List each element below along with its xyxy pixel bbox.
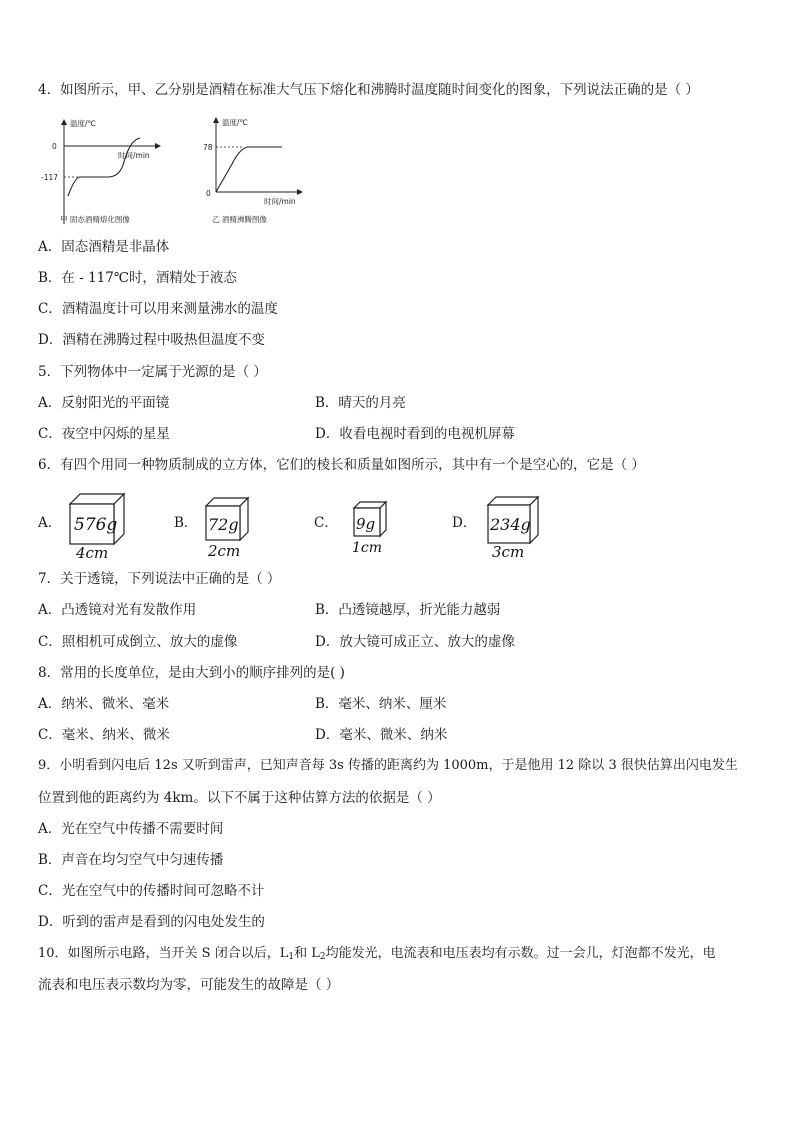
origin-label: 0	[206, 189, 211, 198]
cube-mass: 9g	[356, 515, 376, 533]
boiling-curve	[216, 147, 282, 192]
q7-option-b[interactable]: B．凸透镜越厚，折光能力越弱	[315, 602, 501, 618]
q5-option-a[interactable]: A．反射阳光的平面镜	[38, 395, 170, 411]
q9-option-d[interactable]: D．听到的雷声是看到的闪电处发生的	[38, 914, 265, 930]
cube-edge: 4cm	[76, 544, 109, 560]
level-label: -117	[41, 173, 59, 182]
cube-edge: 3cm	[492, 543, 525, 561]
y-axis-label: 温度/℃	[222, 118, 248, 127]
q6-stem: 6．有四个用同一种物质制成的立方体，它们的棱长和质量如图所示，其中有一个是空心的，它是（ ）	[38, 457, 645, 473]
q8-option-c[interactable]: C．毫米、纳米、微米	[38, 727, 170, 743]
q7-option-c[interactable]: C．照相机可成倒立、放大的虚像	[38, 634, 238, 650]
q9-stem-line2: 位置到他的距离约为 4km。以下不属于这种估算方法的依据是（ ）	[38, 790, 441, 806]
q4-option-a[interactable]: A．固态酒精是非晶体	[38, 239, 170, 255]
q8-option-a[interactable]: A．纳米、微米、毫米	[38, 696, 170, 712]
melting-curve	[68, 138, 140, 196]
q4-stem: 4．如图所示，甲、乙分别是酒精在标准大气压下熔化和沸腾时温度随时间变化的图象，下列说法正确的是（ ）	[38, 82, 699, 98]
q8-option-b[interactable]: B．毫米、纳米、厘米	[315, 696, 447, 712]
cube-edge: 2cm	[208, 542, 241, 560]
q6-option-a-label[interactable]: A．	[38, 515, 62, 531]
origin-label: 0	[52, 142, 57, 151]
q5-option-c[interactable]: C．夜空中闪烁的星星	[38, 426, 170, 442]
melting-graph	[38, 114, 168, 232]
x-axis-label: 时间/min	[118, 151, 150, 160]
cube-a[interactable]	[66, 490, 132, 560]
q5-option-d[interactable]: D．收看电视时看到的电视机屏幕	[315, 426, 515, 442]
q9-option-c[interactable]: C．光在空气中的传播时间可忽略不计	[38, 883, 265, 899]
q7-stem: 7．关于透镜，下列说法中正确的是（ ）	[38, 571, 281, 587]
cube-b[interactable]	[202, 496, 254, 560]
q7-option-a[interactable]: A．凸透镜对光有发散作用	[38, 602, 197, 618]
q8-stem: 8．常用的长度单位，是由大到小的顺序排列的是( )	[38, 665, 345, 681]
cube-mass: 234g	[490, 515, 531, 534]
q6-option-b-label[interactable]: B．	[174, 515, 198, 531]
q4-option-c[interactable]: C．酒精温度计可以用来测量沸水的温度	[38, 301, 278, 317]
q5-option-b[interactable]: B．晴天的月亮	[315, 395, 406, 411]
x-axis-label: 时间/min	[264, 197, 296, 206]
cube-edge: 1cm	[352, 540, 383, 556]
cube-mass: 72g	[208, 515, 239, 534]
q10-stem-line2: 流表和电压表示数均为零，可能发生的故障是（ ）	[38, 977, 340, 993]
q7-option-d[interactable]: D．放大镜可成正立、放大的虚像	[315, 634, 515, 650]
q10-stem-line1: 10．如图所示电路，当开关 S 闭合以后，$L_1$和 $L_2$均能发光，电流表和电压表均有示数。过一会儿，灯泡都不发光，电	[38, 946, 716, 962]
q9-stem-line1: 9．小明看到闪电后 12s 又听到雷声，已知声音每 3s 传播的距离约为 1000m，于是他用 12 除以 3 很快估算出闪电发生	[38, 758, 738, 773]
q6-option-c-label[interactable]: C．	[314, 515, 338, 531]
q6-option-d-label[interactable]: D．	[452, 515, 477, 531]
q4-option-d[interactable]: D．酒精在沸腾过程中吸热但温度不变	[38, 332, 265, 348]
cube-mass: 576g	[74, 515, 118, 535]
q4-option-b[interactable]: B．在 - 117℃时，酒精处于液态	[38, 270, 237, 286]
graph-caption: 甲 固态酒精熔化图像	[60, 215, 130, 224]
cube-c[interactable]	[350, 500, 398, 556]
q9-option-b[interactable]: B．声音在均匀空气中匀速传播	[38, 852, 224, 868]
q9-option-a[interactable]: A．光在空气中传播不需要时间	[38, 821, 224, 837]
boiling-graph	[198, 114, 308, 232]
y-axis-label: 温度/℃	[70, 119, 96, 128]
q8-option-d[interactable]: D．毫米、微米、纳米	[315, 727, 448, 743]
q5-stem: 5．下列物体中一定属于光源的是（ ）	[38, 364, 267, 380]
cube-d[interactable]	[484, 493, 546, 561]
level-label: 78	[203, 143, 213, 152]
graph-caption: 乙 酒精沸腾图像	[212, 215, 267, 224]
